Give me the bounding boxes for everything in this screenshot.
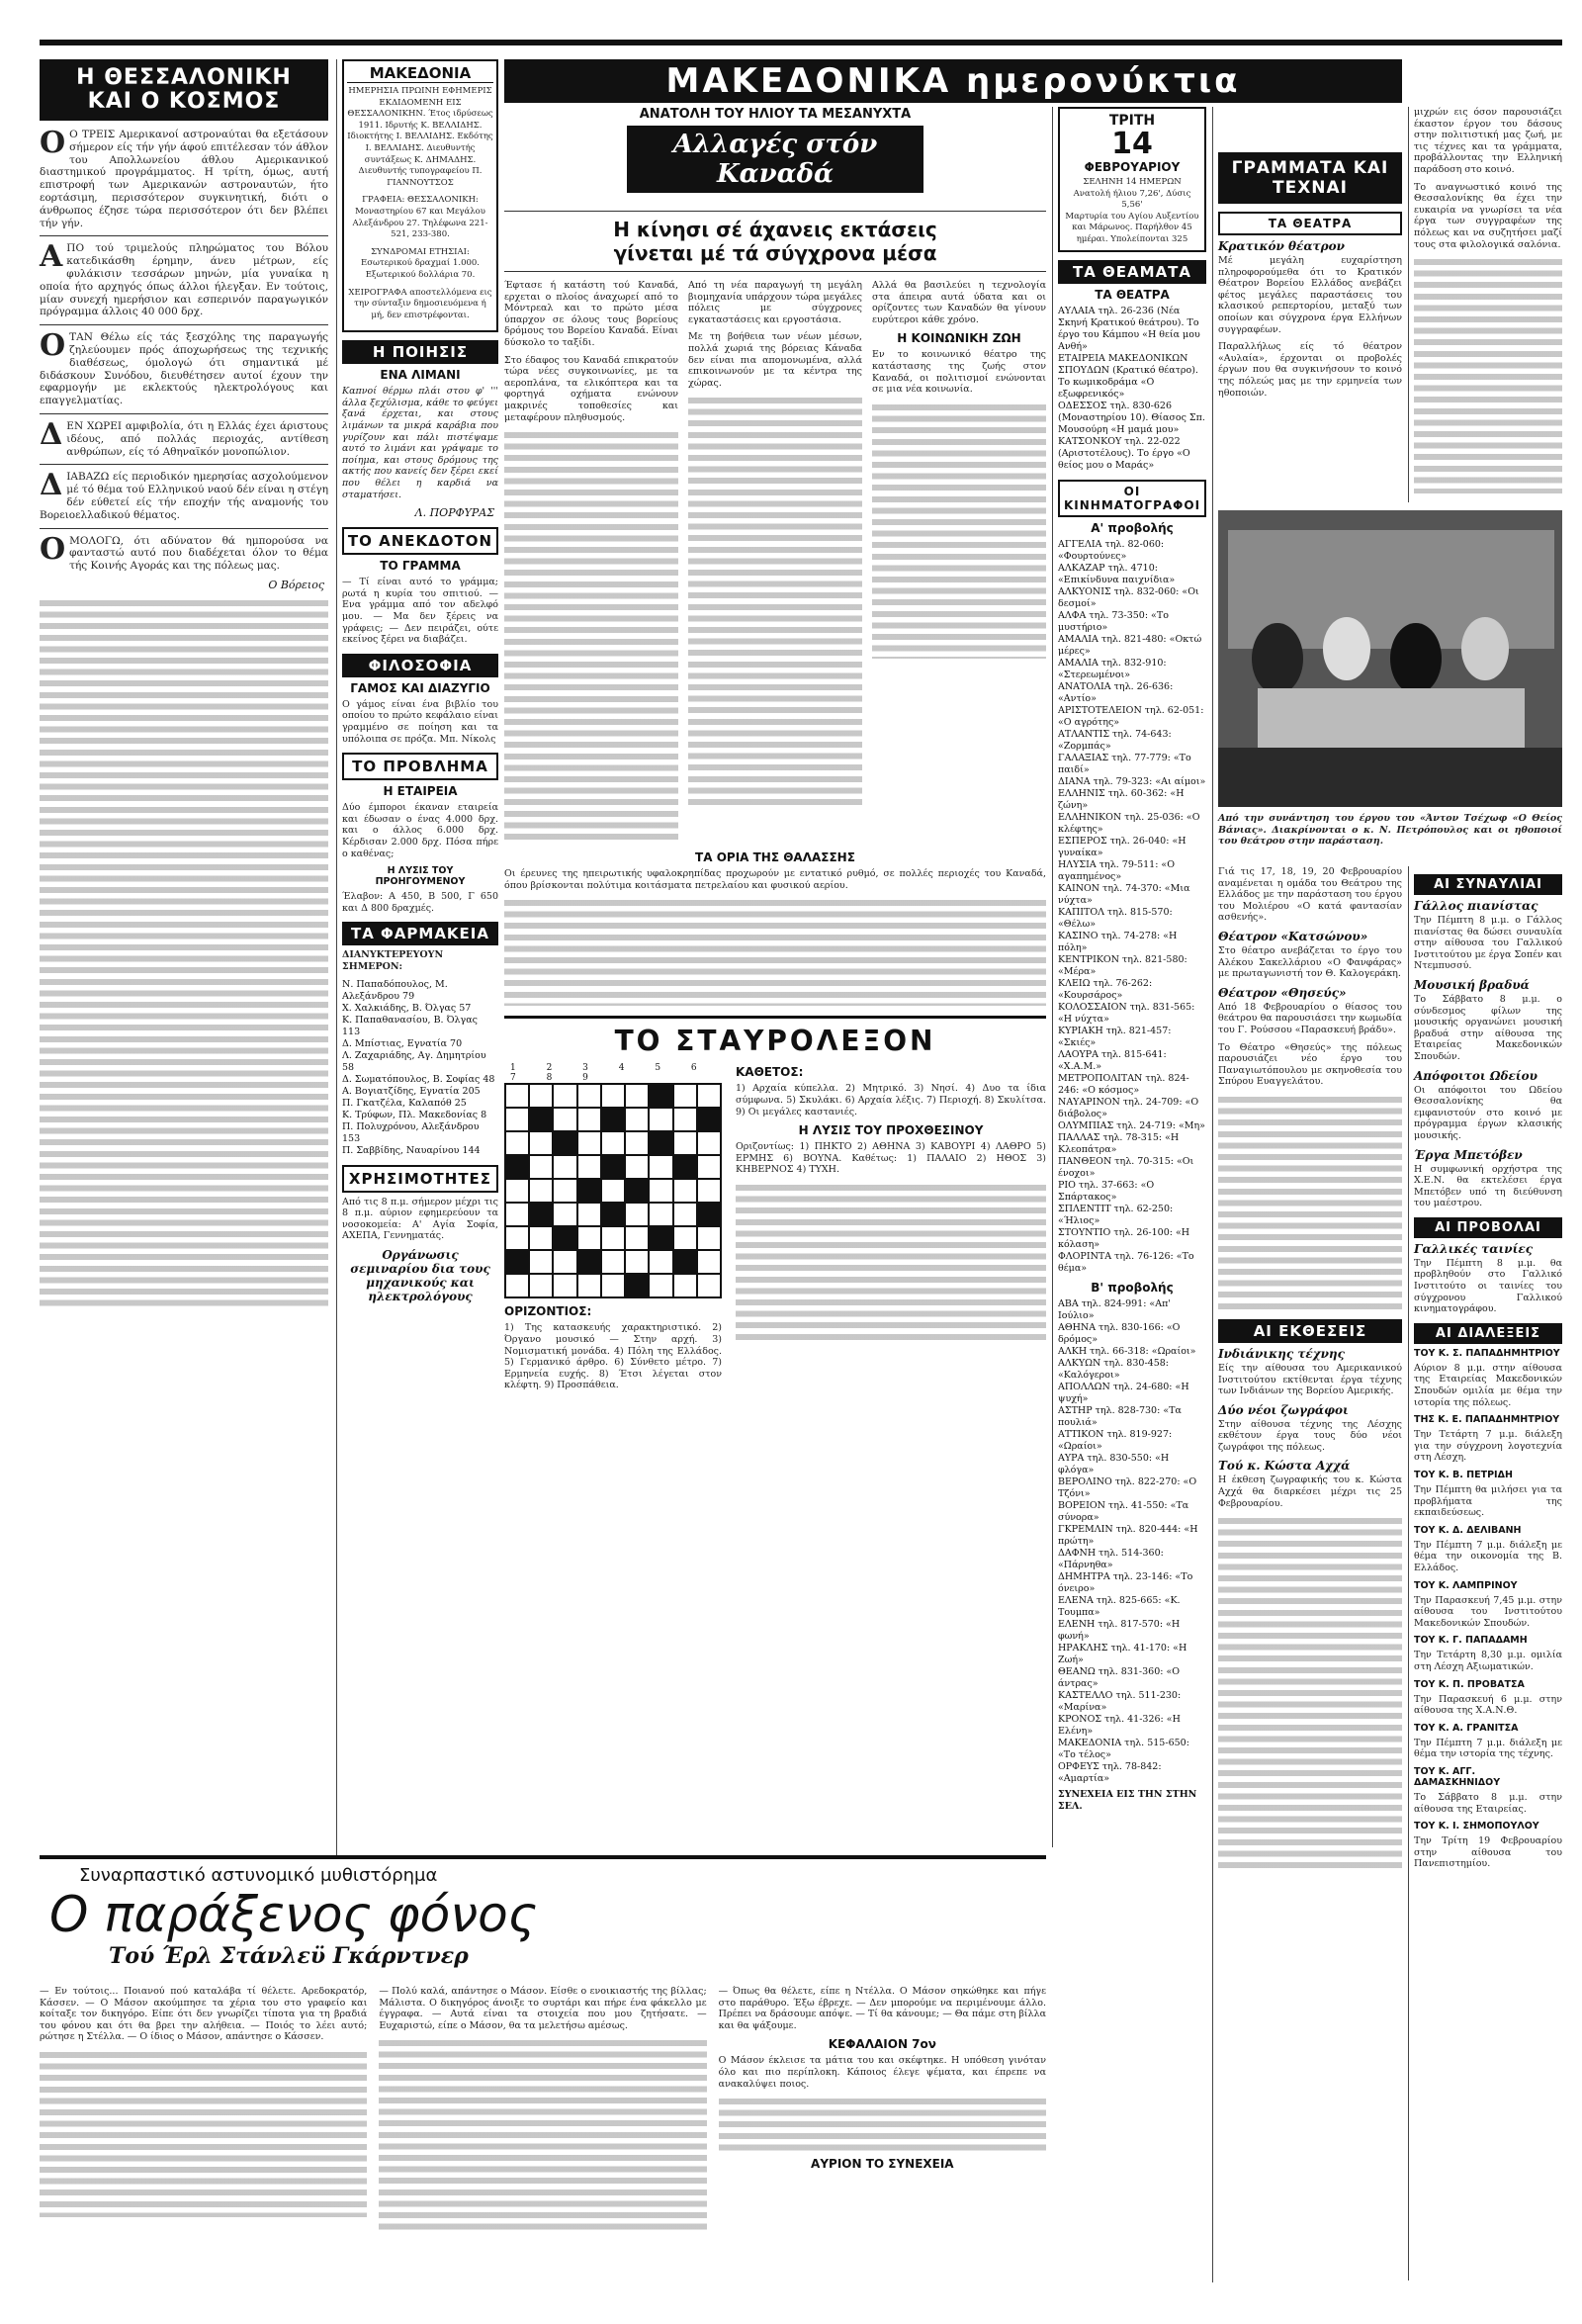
exhibition-1-text: Είς την αίθουσα του Αμερικανικού Ινστιτούτου εκτίθενται έργα τέχνης των Ινδιάνων της Βορείου Αμερικής. [1218,1362,1402,1397]
pharmacy-item: Π. Γκατζέλα, Καλαπόθ 25 [342,1097,467,1109]
cinema-item: ΓΑΛΑΞΙΑΣ τηλ. 77-779: «Το παιδί» [1058,752,1191,775]
pharmacies-list [342,979,498,1157]
crossword-down-head: ΚΑΘΕΤΟΣ: [736,1065,804,1080]
middle-headline: Αλλαγές στόν Καναδά [672,130,878,189]
middle-headline-box [627,126,923,193]
problem-answer-title: Η ΛΥΣΙΣ ΤΟΥ ΠΡΟΗΓΟΥΜΕΝΟΥ [375,865,466,888]
crossword-solution: Οριζοντίως: 1) ΠΗΚΤΟ 2) ΑΘΗΝΑ 3) ΚΑΒΟΥΡΙ 4) ΛΑΘΡΟ 5) ΕΡΜΗΣ 6) ΒΟΥΝΑ. Καθέτως: 1) ΠΑΛΑΙΟ 2) ΗΘΟΣ 3) ΚΗΒΕΡΝΟΣ 4) ΤΥΧΗ. [736,1141,1046,1176]
screenings-head: ΑΙ ΠΡΟΒΟΛΑΙ [1414,1217,1562,1238]
middle-paragraph-5: Εν το κοινωνικό θέατρο της κατάστασης της ζωής στον Καναδά, οι πολιτισμοί ενώνονται σε μια νέα κοινωνία. [872,349,1046,396]
concert-3-title: Απόφοιτοι Ωδείου [1414,1068,1538,1083]
cinema-item: ΚΕΝΤΡΙΚΟΝ τηλ. 821-580: «Μέρα» [1058,953,1187,977]
cinema-item: ΑΤΤΙΚΟΝ τηλ. 819-927: «Ωραίοι» [1058,1428,1173,1452]
screening-1-title: Γαλλικές ταινίες [1414,1241,1534,1256]
cinema-list-b [1058,1298,1206,1813]
cinema-item: ΑΛΚΥΟΝΙΣ τηλ. 832-060: «Οι δεσμοί» [1058,585,1199,609]
middle-filler-1 [504,429,678,845]
cinema-item: ΝΑΥΑΡΙΝΟΝ τηλ. 24-709: «Ο διάβολος» [1058,1096,1199,1119]
right-paragraph-1: μιχρών εις όσον παρουσιάζει έκαστον έργον του δάσους στην πολιτιστική μας ζωή, με τις τέχνες και τα γράμματα, προβάλλοντας την Ελληνική παράδοση στο κοινό. [1414,107,1562,175]
lecture-text: Την Πέμπτη 7 μ.μ. διάλεξη με θέμα την ιστορία της τέχνης. [1414,1737,1562,1760]
pharmacy-item: Α. Βογιατζίδης, Εγνατία 205 [342,1085,481,1097]
lecture-title: ΤΟΥ Κ. Β. ΠΕΤΡΙΔΗ [1414,1470,1513,1480]
lecture-title: ΤΟΥ Κ. Ι. ΣΗΜΟΠΟΥΛΟΥ [1414,1821,1539,1832]
cinema-item: ΣΤΟΥΝΤΙΟ τηλ. 26-100: «Η κόλαση» [1058,1226,1190,1250]
cinema-item: ΗΛΥΣΙΑ τηλ. 79-511: «Ο αγαπημένος» [1058,858,1176,882]
cinema-item: ΡΙΟ τηλ. 37-663: «Ο Σπάρτακος» [1058,1179,1155,1203]
useful-head: ΧΡΗΣΙΜΟΤΗΤΕΣ [342,1165,498,1193]
cinema-item: ΑΛΚΥΩΝ τηλ. 830-458: «Καλόγεροι» [1058,1357,1169,1381]
makedonia-note: ΧΕΙΡΟΓΡΑΦΑ αποστελλόμενα εις την σύνταξιν δημοσιευόμενα ή μή, δεν επιστρέφονται. [348,287,492,320]
cinema-item: ΘΕΑΝΩ τηλ. 831-360: «Ο άντρας» [1058,1665,1181,1689]
crossword-numbers: 1 2 3 4 5 6 7 8 9 [510,1063,711,1084]
problem-title: Η ΕΤΑΙΡΕΙΑ [383,784,458,799]
cinema-item: ΟΡΦΕΥΣ τηλ. 78-842: «Αμαρτία» [1058,1760,1162,1784]
philosophy-title: ΓΑΜΟΣ ΚΑΙ ΔΙΑΖΥΓΙΟ [350,680,490,695]
newspaper-page [40,40,1562,2310]
arts-paragraph-1: Μέ μεγάλη ευχαρίστηση πληροφορούμεθα ότι το Κρατικόν Θέατρον Βορείου Ελλάδος ανεβάζει φέτος μεγάλες παραστάσεις του κλασικού ρεπερτορίου, μεταξύ των οποίων και σύγχρονα έργα Ελλήνων συγγραφέων. [1218,255,1402,335]
lecture-title: ΤΟΥ Κ. Γ. ΠΑΠΑΔΑΜΗ [1414,1635,1528,1647]
left-article-title [40,59,328,121]
cinema-item: ΒΟΡΕΙΟΝ τηλ. 41-550: «Τα σύνορα» [1058,1499,1189,1523]
cinema-item: ΔΑΦΝΗ τηλ. 514-360: «Πάρνηθα» [1058,1547,1164,1570]
novel-col-2: — Πολύ καλά, απάντησε ο Μάσον. Είσθε ο ενοικιαστής της βίλλας; Μάλιστα. Ο δικηγόρος άνοιξε το συρτάρι και πήρε ένα φάκελλο με έγγραφα. — Αυτά είναι τα στοιχεία που μου ζητήσατε. — Ευχαριστώ, είπε ο Μάσον, θα τα μελετήσω αμέσως. [379,1986,707,2031]
right-column [1414,107,1562,493]
philosophy-head: ΦΙΛΟΣΟΦΙΑ [342,654,498,677]
pharmacies-intro: ΔΙΑΝΥΚΤΕΡΕΥΟΥΝ ΣΗΜΕΡΟΝ: [342,949,444,972]
theatre-column [1058,107,1206,1813]
theatre-item: ΑΥΛΑΙΑ τηλ. 26-236 (Νέα Σκηνή Κρατικού θεάτρου). Το έργο του Κάμπου «Η θεία μου Ανθή» [1058,305,1200,352]
crossword-across-head: ΟΡΙΖΟΝΤΙΟΣ: [504,1304,592,1319]
concert-4-title: Έργα Μπετόβεν [1414,1147,1523,1162]
philosophy-text: Ο γάμος είναι ένα βιβλίο του οποίου το πρώτο κεφάλαιο είναι γραμμένο σε ποίηση και τα υπόλοιπα σε πρόζα. Μπ. Νίκολς [342,698,498,745]
cinema-item: ΣΠΛΕΝΤΙΤ τηλ. 62-250: «Ήλιος» [1058,1203,1174,1226]
anecdote-title: ΤΟ ΓΡΑΜΜΑ [380,559,461,574]
arts-theatre-sub: Κρατικόν θέατρον [1218,239,1345,253]
arts-theatre-3-title: Θέατρον «Θησεύς» [1218,985,1347,1000]
lecture-text: Την Παρασκευή 7,45 μ.μ. στην αίθουσα του Ινστιτούτου Μακεδονικών Σπουδών. [1414,1594,1562,1629]
lecture-title: ΤΟΥ Κ. Α. ΓΡΑΝΙΤΣΑ [1414,1722,1519,1734]
left-paragraph-6: ΟΜΟΛΟΓΩ, ότι αδύνατον θά ημπορούσα να φανταστώ αυτό που διαδέχεται όλον το θέμα τής Κοινής Αγοράς και της πόλεως μας. [40,531,328,573]
useful-ad-title: Οργάνωσις σεμιναρίου δια τους μηχανικούς και ηλεκτρολόγους [350,1247,490,1303]
arts-theatre-head: ΤΑ ΘΕΑΤΡΑ [1218,212,1402,235]
cinemas-first-run: Α' προβολής [1091,520,1174,535]
arts-theatre-2-title: Θέατρον «Κατσώνου» [1218,929,1368,943]
cinema-item: ΚΑΠΙΤΟΛ τηλ. 815-570: «Θέλω» [1058,906,1173,930]
novel-col-3: — Όπως θα θέλετε, είπε η Ντέλλα. Ο Μάσον σηκώθηκε και πήγε στο παράθυρο. Έξω έβρεχε. — Δεν μπορούμε να περιμένουμε άλλο. Πρέπει να δράσουμε απόψε. — Τί θα κάνουμε; — Θα πάμε στη βίλλα και θα ψάξουμε. [718,1986,1046,2031]
social-life-head: Η ΚΟΙΝΩΝΙΚΗ ΖΩΗ [897,331,1021,346]
cinema-item: ΚΛΕΙΩ τηλ. 76-262: «Κουρσάρος» [1058,977,1153,1001]
arts-paragraph-2: Παραλλήλως είς τό θέατρον «Αυλαία», έρχονται οι προβολές έργων που θα συγκινήσουν το κοινό της πόλεώς μας με την ερμηνεία των ηθοποιών. [1218,341,1402,399]
pharmacy-item: Δ. Μπίστιας, Εγνατία 70 [342,1037,463,1049]
cinema-item: ΕΛΕΝΗ τηλ. 817-570: «Η φωνή» [1058,1618,1181,1642]
cinemas-second-run: Β' προβολής [1091,1280,1174,1295]
pharmacy-item: Χ. Χαλκιάδης, Β. Όλγας 57 [342,1002,472,1014]
cinema-item: ΚΟΛΟΣΣΑΙΟΝ τηλ. 831-565: «Η νύχτα» [1058,1001,1195,1025]
cinema-item: ΑΠΟΛΛΩΝ τηλ. 24-680: «Η ψυχή» [1058,1381,1189,1404]
photo-image [1218,510,1562,807]
pharmacy-item: Κ. Παπαθανασίου, Β. Όλγας 113 [342,1014,478,1037]
cinema-item: ΑΛΚΑΖΑΡ τηλ. 4710: «Επικίνδυνα παιχνίδια» [1058,562,1176,585]
exhibition-2-title: Δύο νέοι ζωγράφοι [1218,1402,1349,1417]
cinema-item: ΕΛΛΗΝΙΣ τηλ. 60-362: «Η ζώνη» [1058,787,1185,811]
masthead [504,59,1402,103]
cinema-item: ΑΛΦΑ τηλ. 73-350: «Το μυστήριο» [1058,609,1169,633]
lectures-head: ΑΙ ΔΙΑΛΕΞΕΙΣ [1414,1323,1562,1344]
pharmacy-item: Π. Σαββίδης, Ναυαρίνου 144 [342,1144,481,1156]
novel-filler-3 [719,2096,1046,2155]
photo-caption-wrap [1218,813,1562,853]
left-filler-print [40,597,328,1309]
small-column [342,59,498,1305]
left-paragraph-5: ΔΙΑΒΑΖΩ είς περιοδικόν ημερησίας ασχολούμενον μέ τό θέμα τού Ελληνικού ναού δέν είναι η στέγη δέν εύθετεί είς τήν εποχήν τής αναμονής του Βορειοελλαδικού θέματος. [40,468,328,521]
novel-continued: ΑΥΡΙΟΝ ΤΟ ΣΥΝΕΧΕΙΑ [811,2157,954,2172]
crossword-across: 1) Της κατασκευής χαρακτηριστικό. 2) Όργανο μουσικό — Στην αρχή. 3) Νομισματική μονάδα. 4) Πόλη της Ελλάδος. 5) Γερμανικό άρθρο. 6) Σύνθετο μέτρο. 7) Ερμηνεία ευχής. 8) Έτσι λέγεται στον κλέφτη. 9) Προσπάθεια. [504,1322,722,1391]
cinema-list-a [1058,539,1206,1275]
cinema-item: ΕΛΕΝΑ τηλ. 825-665: «Κ. Τουμπα» [1058,1594,1181,1618]
right-filler-top [1414,256,1562,493]
cinema-item: ΑΓΓΕΛΙΑ τηλ. 82-060: «Φουρτούνες» [1058,538,1165,562]
lecture-title: ΤΟΥ Κ. Π. ΠΡΟΒΑΤΣΑ [1414,1678,1525,1690]
cinema-item: ΚΥΡΙΑΚΗ τηλ. 821-457: «Σκιές» [1058,1025,1172,1048]
crossword-solution-head: Η ΛΥΣΙΣ ΤΟΥ ΠΡΟΧΘΕΣΙΝΟΥ [798,1123,984,1138]
photo-figures [1218,510,1562,807]
lecture-text: Το Σάββατο 8 μ.μ. στην αίθουσα της Εταιρείας. [1414,1791,1562,1815]
cinema-item: ΦΛΟΡΙΝΤΑ τηλ. 76-126: «Το θέμα» [1058,1250,1194,1274]
middle-paragraph-2: Στο έδαφος του Καναδά επικρατούν τώρα νέες συγκοινωνίες, με τα αεροπλάνα, τα ελικόπτερα και τα φορτηγά οχήματα ενώνουν μακρινές τοποθεσίες και μεταφέρουν πληθυσμούς. [504,354,678,423]
pharmacies-head: ΤΑ ΦΑΡΜΑΚΕΙΑ [342,922,498,945]
crossword-grid [504,1083,722,1298]
lecture-title: ΤΗΣ Κ. Ε. ΠΑΠΑΔΗΜΗΤΡΙΟΥ [1414,1414,1560,1426]
cinema-item: ΕΣΠΕΡΟΣ τηλ. 26-040: «Η γυναίκα» [1058,835,1186,858]
concert-4-text: Η συμφωνική ορχήστρα της Χ.Ε.Ν. θα εκτελέσει έργα Μπετόβεν υπό τη διεύθυνση του μαέστρου. [1414,1163,1562,1209]
concert-1-text: Την Πέμπτη 8 μ.μ. ο Γάλλος πιανίστας θα δώσει συναυλία στην αίθουσα του Γαλλικού Ινστιτούτου με έργα Σοπέν και Ντεμπυσσύ. [1414,915,1562,972]
lecture-title: ΤΟΥ Κ. ΑΓΓ. ΔΑΜΑΣΚΗΝΙΔΟΥ [1414,1765,1501,1788]
exhibition-3-title: Τού κ. Κώστα Αχχά [1218,1459,1351,1474]
left-title-line2: ΚΑΙ Ο ΚΟΣΜΟΣ [87,89,281,114]
cinema-item: ΑΜΑΛΙΑ τηλ. 832-910: «Στερεωμένοι» [1058,657,1167,680]
lectures-list [1414,1348,1562,1870]
crossword-head: ΤΟ ΣΤΑΥΡΟΛΕΞΟΝ [614,1025,936,1058]
exhibitions-head: ΑΙ ΕΚΘΕΣΕΙΣ [1218,1319,1402,1343]
cinema-item: ΑΒΑ τηλ. 824-991: «Απ' Ιούλιο» [1058,1297,1171,1321]
cinema-item: ΑΥΡΑ τηλ. 830-550: «Η φλόγα» [1058,1452,1170,1475]
cinema-item: ΕΛΛΗΝΙΚΟΝ τηλ. 25-036: «Ο κλέφτης» [1058,811,1200,835]
left-signature: Ο Βόρειος [268,578,324,591]
date-month: ΦΕΒΡΟΥΑΡΙΟΥ [1084,160,1181,174]
exhibition-3-text: Η έκθεση ζωγραφικής του κ. Κώστα Αχχά θα διαρκέσει μέχρι τις 25 Φεβρουαρίου. [1218,1475,1402,1509]
crossword-section [504,1016,1046,1397]
right-paragraph-2: Το αναγνωστικό κοινό της Θεσσαλονίκης θα έχει την ευκαιρία να γνωρίσει τα νέα έργα των συγγραφέων της πόλεως και να συζητήσει μαζί τους στα φιλολογικά σαλόνια. [1414,181,1562,250]
lecture-text: Την Τετάρτη 8,30 μ.μ. ομιλία στη Λέσχη Αξιωματικών. [1414,1650,1562,1672]
shows-head: ΤΑ ΘΕΑΜΑΤΑ [1058,260,1206,284]
pharmacy-item: Λ. Ζαχαριάδης, Αγ. Δημητρίου 58 [342,1049,486,1073]
poetry-title: ΕΝΑ ΛΙΜΑΝΙ [380,368,461,383]
poetry-signature: Λ. ΠΟΡΦΥΡΑΣ [414,506,494,520]
arts-paragraph-5: Από 18 Φεβρουαρίου ο θίασος του θεάτρου θα παρουσιάσει την κωμωδία του Γ. Ρούσσου «Παρασκευή βράδυ». [1218,1001,1402,1035]
lecture-title: ΤΟΥ Κ. ΛΑΜΠΡΙΝΟΥ [1414,1579,1518,1591]
cinema-item: ΑΛΚΗ τηλ. 66-318: «Ωραίοι» [1058,1345,1196,1357]
middle-filler-3 [872,402,1046,659]
poetry-head: Η ΠΟΙΗΣΙΣ [342,340,498,364]
cinema-item: ΔΙΑΝΑ τηλ. 79-323: «Αι αίμοι» [1058,775,1206,787]
makedonia-lines: ΗΜΕΡΗΣΙΑ ΠΡΩΙΝΗ ΕΦΗΜΕΡΙΣ ΕΚΔΙΔΟΜΕΝΗ ΕΙΣ ΘΕΣΣΑΛΟΝΙΚΗΝ. Έτος ιδρύσεως 1911. Ιδρυτής Κ. ΒΕΛΛΙΔΗΣ. Ιδιοκτήτης Ι. ΒΕΛΛΙΔΗΣ. Εκδότης Ι. ΒΕΛΛΙΔΗΣ. Διευθυντής συντάξεως Κ. ΔΗΜΑΔΗΣ. Διευθυντής τυπογραφείου Π. ΓΙΑΝΝΟΥΤΣΟΣ [347,86,493,188]
right-column-lower [1414,866,1562,1876]
date-extra: Μαρτυρία του Αγίου Αυξεντίου και Μάρωνος. Παρήλθον 45 ημέραι. Υπολείπονται 325 [1065,211,1199,244]
cinemas-head: ΟΙ ΚΙΝΗΜΑΤΟΓΡΑΦΟΙ [1058,480,1206,517]
exhib-filler [1218,1515,1402,1871]
problem-answer: Έλαβον: Α 450, Β 500, Γ 650 και Δ 800 δραχμές. [342,891,498,914]
novel-tagline: Συναρπαστικό αστυνομικό μυθιστόρημα [79,1865,438,1886]
concert-3-text: Οι απόφοιτοι του Ωδείου Θεσσαλονίκης θα εμφανιστούν στο κοινό με πρόγραμμα έργων κλασικής μουσικής. [1414,1084,1562,1141]
middle-filler-2 [688,395,862,810]
novel-serial [40,1855,1046,2294]
cinema-item: ΛΑΟΥΡΑ τηλ. 815-641: «Χ.Α.Μ.» [1058,1048,1167,1072]
concert-2-text: Το Σάββατο 8 μ.μ. ο σύνδεσμος φίλων της μουσικής οργανώνει μουσική βραδυά στην αίθουσα της Εταιρείας Μακεδονικών Σπουδών. [1414,993,1562,1062]
cinema-item: ΚΡΟΝΟΣ τηλ. 41-326: «Η Ελένη» [1058,1713,1181,1737]
cinema-item: ΑΣΤΗΡ τηλ. 828-730: «Τα πουλιά» [1058,1404,1182,1428]
middle-filler-4 [504,897,1046,1006]
lecture-text: Την Τρίτη 19 Φεβρουαρίου στην αίθουσα του Πανεπιστημίου. [1414,1835,1562,1870]
makedonia-logo: ΜΑΚΕΔΟΝΙΑ [347,64,493,83]
date-number: 14 [1111,127,1153,161]
anecdote-head: ΤΟ ΑΝΕΚΔΟΤΟΝ [342,527,498,555]
cinema-item: ΠΑΛΛΑΣ τηλ. 78-315: «Η Κλεοπάτρα» [1058,1131,1180,1155]
anecdote-text: — Τί είναι αυτό το γράμμα; ρωτά η κυρία του σπιτιού. — Ενα γράμμα από τον αδελφό μου. — Μα δεν ξέρεις να γράφεις; — Δεν πειράζει, ούτε εκείνος ξέρει να διαβάζει. [342,577,498,646]
cinema-item: ΗΡΑΚΛΗΣ τηλ. 41-170: «Η Ζωή» [1058,1642,1187,1665]
makedonia-offices: ΓΡΑΦΕΙΑ: ΘΕΣΣΑΛΟΝΙΚΗ: Μοναστηρίου 67 και Μεγάλου Αλεξάνδρου 27. Τηλέφωνα 221-521, 233-380. [352,195,488,240]
middle-subhead-2: γίνεται μέ τά σύγχρονα μέσα [613,241,937,265]
left-paragraph-2: ΑΠΟ τού τριμελούς πληρώματος του Βόλου κατεδικάσθη έρημην, άνευ μέτρων, είς φυλάκισιν τεσσάρων μηνών, μία γυναίκα η οποία ήτο αρχηγός όπως άλλοι ήλεγξαν. Εν τούτοις, μίαν συνεχή ημερήσιον και εσπερινόν παραγωγικόν πρόγραμμα άλλοις 40 000 δρχ. [40,239,328,318]
novel-author: Τού Έρλ Στάνλεϋ Γκάρντνερ [109,1943,469,1969]
problem-head: ΤΟ ΠΡΟΒΛΗΜΑ [342,753,498,780]
photo-caption: Από την συνάντηση του έργου του «Άντον Τσέχωφ «Ο Θείος Βάνιας». Διακρίνονται ο κ. Ν. Πετρόπουλος και οι ηθοποιοί του θεάτρου στην παράσταση. [1218,813,1562,848]
lecture-title: ΤΟΥ Κ. Δ. ΔΕΛΙΒΑΝΗ [1414,1524,1522,1536]
theatre-item: ΚΑΤΣΟΝΚΟΥ τηλ. 22-022 (Αριστοτέλους). Το έργο «Ο θείος μου ο Μαράς» [1058,435,1190,471]
date-sun: Ανατολή ήλιου 7,26', Δύσις 5,56' [1073,188,1191,211]
screening-1-text: Την Πέμπτη 8 μ.μ. θα προβληθούν στο Γαλλικό Ινστιτούτο οι ταινίες του σύγχρονου Γαλλικού κινηματογράφου. [1414,1257,1562,1315]
middle-paragraph-4: Με τη βοήθεια των νέων μέσων, πολλά χωριά της βόρειας Κάναδα δεν είναι πια απομονωμένα, αλλά επικοινωνούν με τα κέντρα της χώρας. [688,331,862,389]
middle-subhead-1: Η κίνησι σέ άχανεις εκτάσεις [613,218,937,241]
cinema-item: ΟΛΥΜΠΙΑΣ τηλ. 24-719: «Μη» [1058,1119,1205,1131]
exhibition-2-text: Στην αίθουσα τέχνης της Λέσχης εκθέτουν έργα τους δύο νέοι ζωγράφοι της πόλεως. [1218,1418,1402,1453]
novel-col-1: — Εν τούτοις... Ποιανού πού καταλάβα τί θέλετε. Αρεδοκρατόρ, Κάσσεν. — Ο Μάσον ακούμπησε τα χέρια του στο γραφείο και κοίταξε τον δικηγόρο. Είπε ότι δεν γνωρίζει τίποτα για τη βραδιά του φόνου και ότι θα βρει την αλήθεια. — Ποιός το λέει αυτό; ρώτησε η Στέλλα. — Ο ίδιος ο Μάσον, απάντησε ο Κάσσεν. [40,1986,368,2043]
theatre-item: ΕΤΑΙΡΕΙΑ ΜΑΚΕΔΟΝΙΚΩΝ ΣΠΟΥΔΩΝ (Κρατικό θέατρο). Το κωμικοδράμα «Ο εξωφρενικός» [1058,352,1198,400]
sea-limits-head: ΤΑ ΟΡΙΑ ΤΗΣ ΘΑΛΑΣΣΗΣ [695,850,855,865]
cinema-item: ΠΑΝΘΕΟΝ τηλ. 70-315: «Οι ένοχοι» [1058,1155,1194,1179]
lecture-text: Την Παρασκευή 6 μ.μ. στην αίθουσα της Χ.Α.Ν.Θ. [1414,1693,1562,1717]
exhibition-1-title: Ινδιάνικης τέχνης [1218,1346,1345,1361]
pharmacy-item: Π. Πολυχρόνου, Αλεξάνδρου 153 [342,1120,480,1144]
arts-column [1218,107,1402,404]
left-paragraph-4: ΔΕΝ ΧΩΡΕΙ αμφιβολία, ότι η Ελλάς έχει άριστους ιδέους, από πολλάς περιοχάς, αντίθεση ανθρώπων, είς τό Αθηναϊκόν μονοπώλιον. [40,416,328,458]
masthead-subtitle: ΑΝΑΤΟΛΗ ΤΟΥ ΗΛΙΟΥ ΤΑ ΜΕΣΑΝΥΧΤΑ [639,107,912,122]
arts-column-lower [1218,866,1402,1871]
crossword-filler [736,1182,1046,1340]
cinema-item: ΜΑΚΕΔΟΝΙΑ τηλ. 515-650: «Το τέλος» [1058,1737,1189,1760]
date-box [1058,107,1206,252]
crossword-down: 1) Αρχαία κύπελλα. 2) Μητρικό. 3) Νησί. 4) Δυο τα ίδια σύμφωνα. 5) Σκυλάκι. 6) Αρχαία λέξις. 7) Περιοχή. 8) Σκυλίτσα. 9) Οι μεγάλες καστανιές. [736,1083,1046,1117]
concerts-head: ΑΙ ΣΥΝΑΥΛΙΑΙ [1414,874,1562,895]
pharmacy-item: Κ. Τρύφων, Πλ. Μακεδονίας 8 [342,1109,487,1120]
date-day: ΤΡΙΤΗ [1108,113,1156,129]
cinema-item: ΜΕΤΡΟΠΟΛΙΤΑΝ τηλ. 824-246: «Ο κόσμος» [1058,1072,1189,1096]
cinema-item: ΑΤΛΑΝΤΙΣ τηλ. 74-643: «Ζορμπάς» [1058,728,1172,752]
arts-paragraph-4: Το Θέατρο «Θησεύς» της πόλεως παρουσιάζει νέο έργο του Παναγιωτόπουλου με σκηνοθεσία του Σπύρου Ευαγγελάτου. [1218,1041,1402,1088]
lecture-text: Την Πέμπτη 7 μ.μ. διάλεξη με θέμα την οικονομία της Β. Ελλάδος. [1414,1539,1562,1573]
cinema-item: ΔΗΜΗΤΡΑ τηλ. 23-146: «Το όνειρο» [1058,1570,1193,1594]
arts-head: ΓΡΑΜΜΑΤΑ ΚΑΙ ΤΕΧΝΑΙ [1218,152,1402,204]
useful-text: Από τις 8 π.μ. σήμερον μέχρι τις 8 π.μ. αύριον εφημερεύουν τα νοσοκομεία: Α' Αγία Σοφία, ΑΧΕΠΑ, Γεννηματάς. [342,1196,498,1242]
novel-filler-1 [40,2049,367,2217]
theatre-item: ΟΔΕΣΣΟΣ τηλ. 830-626 (Μοναστηρίου 10). Θίασος Σπ. Μουσούρη «Η μαμά μου» [1058,400,1205,435]
middle-paragraph-1: Έφτασε ή κατάστη τού Καναδά, ερχεται ο πλοίος άναχωρεί από το Μόντρεαλ και το πρώτο μέσα ύπαρχον σε όλους τους βορείους δρόμους του Βορείου Καναδά. Είναι δύσκολο το ταξίδι. [504,280,678,348]
left-paragraph-1: Ο Ο ΤΡΕΙΣ Αμερικανοί αστροναύται θα εξετάσουν σήμερον είς τήν γήν άφού επιτέλεσαν τόν άθλον του Απολλωνείου άθλου Αμερικανικού διαστημικού προγράμματος. Η τρίτη, όμως, αυτή επιστροφή των Αμερικανών αστροναυτών, ήτο εορτάσιμη, περισσότερον συγκινητική, διότι ο άνθρωπος έζησε τώρα περισσότερον ότι δεν βλέπει τήν γήν. [40,126,328,229]
lecture-title: ΤΟΥ Κ. Σ. ΠΑΠΑΔΗΜΗΤΡΙΟΥ [1414,1347,1560,1359]
date-moon: ΣΕΛΗΝΗ 14 ΗΜΕΡΩΝ [1083,177,1182,187]
shows-theatres-sub: ΤΑ ΘΕΑΤΡΑ [1095,287,1170,302]
makedonia-box [342,59,498,332]
novel-filler-2 [379,2037,706,2235]
concert-1-title: Γάλλος πιανίστας [1414,899,1538,913]
cinema-item: ΑΘΗΝΑ τηλ. 830-166: «Ο δρόμος» [1058,1321,1181,1345]
problem-text: Δύο έμποροι έκαναν εταιρεία και έδωσαν ο ένας 4.000 δρχ. και ο άλλος 6.000 δρχ. Κέρδισαν 2.000 δρχ. Πόσα πήρε ο καθένας; [342,802,498,859]
lecture-text: Την Τετάρτη 7 μ.μ. διάλεξη για την σύγχρονη λογοτεχνία στη Λέσχη. [1414,1429,1562,1464]
cinema-continued: ΣΥΝΕΧΕΙΑ ΕΙΣ ΤΗΝ ΣΤΗΝ ΣΕΛ. [1058,1788,1197,1812]
cinema-item: ΚΑΙΝΟΝ τηλ. 74-370: «Μια νύχτα» [1058,882,1190,906]
arts-paragraph-3: Γιά τις 17, 18, 19, 20 Φεβρουαρίου αναμένεται η ομάδα του Θεάτρου της Ελλάδος με την παράσταση του έργου του Μολιέρου «Ο κατά φαντασίαν ασθενής». [1218,866,1402,924]
lecture-text: Αύριον 8 μ.μ. στην αίθουσα της Εταιρείας Μακεδονικών Σπουδών ομιλία με θέμα την ιστορία της πόλεως. [1414,1362,1562,1408]
cinema-item: ΑΝΑΤΟΛΙΑ τηλ. 26-636: «Αντίο» [1058,680,1174,704]
cinema-item: ΑΡΙΣΤΟΤΕΛΕΙΟΝ τηλ. 62-051: «Ο αγρότης» [1058,704,1204,728]
middle-article [504,107,1046,1397]
arts-filler [1218,1094,1402,1311]
masthead-title: ΜΑΚΕΔΟΝΙΚΑ ημερονύκτια [665,61,1241,101]
left-column [40,59,328,1309]
novel-title: Ο παράξενος φόνος [49,1886,538,1943]
pharmacy-item: Δ. Σωματόπουλος, Β. Σοφίας 48 [342,1073,495,1085]
cinema-item: ΑΜΑΛΙΑ τηλ. 821-480: «Οκτώ μέρες» [1058,633,1202,657]
pharmacy-item: Ν. Παπαδόπουλος, Μ. Αλεξάνδρου 79 [342,978,448,1002]
arts-paragraph-6: Στο θέατρο ανεβάζεται το έργο του Αλέκου Σακελλάριου «Ο Φανφάρας» με πρωταγωνιστή τον Θ. Καλογεράκη. [1218,944,1402,980]
lecture-text: Την Πέμπτη θα μιλήσει για τα προβλήματα της εκπαιδεύσεως. [1414,1484,1562,1519]
concert-2-title: Μουσική βραδυά [1414,977,1530,992]
middle-paragraph-3: Από τη νέα παραγωγή τη μεγάλη βιομηχανία υπάρχουν τώρα μεγάλες πόλεις με σύγχρονες εγκαταστάσεις και εργοστάσια. [688,280,862,325]
cinema-item: ΓΚΡΕΜΛΙΝ τηλ. 820-444: «Η πρώτη» [1058,1523,1198,1547]
middle-paragraph-6: Οι έρευνες της ηπειρωτικής υφαλοκρηπίδας προχωρούν με εντατικό ρυθμό, σε πολλές περιοχές του Καναδά, όπου βρίσκονται πολύτιμα κοιτάσματα πετρελαίου και φυσικού αερίου. [504,868,1046,891]
novel-chapter: ΚΕΦΑΛΑΙΟΝ 7ον [828,2037,936,2052]
cinema-item: ΒΕΡΟΛΙΝΟ τηλ. 822-270: «Ο Τζόνι» [1058,1475,1197,1499]
middle-paragraph-5-intro: Αλλά θα βασιλεύει η τεχνολογία στα άπειρα αυτά ύδατα και οι ορίζοντες των Καναδών θα γίνουν ευρύτεροι κάθε χρόνο. [872,280,1046,325]
cinema-item: ΚΑΣΙΝΟ τηλ. 74-278: «Η πόλη» [1058,930,1178,953]
left-title-line1: Η ΘΕΣΣΑΛΟΝΙΚΗ [76,65,292,90]
theatre-photo [1218,510,1562,807]
left-paragraph-3: ΟΤΑΝ Θέλω είς τάς ξεσχόλης της παραγωγής ζηλεύουμεν πρός άποχωρήσεως της τεχνικής διαθέσεως, όμολογώ ότι σημαντικά μέ διδάσκουν Συνόδου, διευθέτησεν αυτοί έχουν την εφαρμογήν με εκλεκτούς ηλεκτρολόγους και επαγγελματίας. [40,328,328,407]
novel-col-3b: Ο Μάσον έκλεισε τα μάτια του και σκέφτηκε. Η υπόθεση γινόταν όλο και πιο περίπλοκη. Κάποιος έλεγε ψέματα, και έπρεπε να ανακαλύψει ποιος. [718,2055,1046,2090]
makedonia-subscriptions: ΣΥΝΔΡΟΜΑΙ ΕΤΗΣΙΑΙ: Εσωτερικού δραχμαί 1.000. Εξωτερικού δολλάρια 70. [360,246,480,280]
cinema-item: ΚΑΣΤΕΛΛΟ τηλ. 511-230: «Μαρίνα» [1058,1689,1182,1713]
poetry-text: Καπνοί θέρμω πλάι στου φ' ''' άλλα ξεχύλισμα, κάθε το φεύγει ξανά έρχεται, και στους λιμάνων τα μικρά καράβια που γυρίζουν και πάλι πιστέψαμε αυτό το λιμάνι και γράψαμε το ποίημα, και στους δρόμους της ακτής που κανείς δεν ξέρει εκεί που θέλει η καρδιά να σταματήσει. [342,386,498,500]
